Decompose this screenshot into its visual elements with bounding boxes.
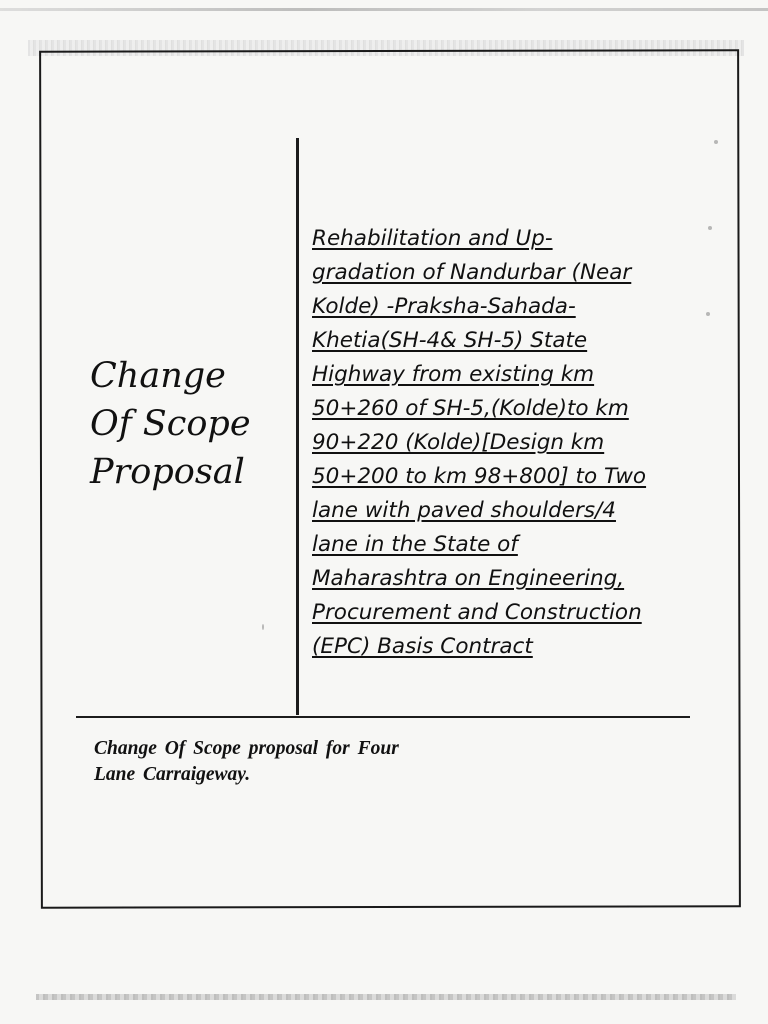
project-description-line: 90+220 (Kolde)[Design km [312, 430, 605, 455]
horizontal-rule [76, 716, 690, 718]
project-description-line: Maharashtra on Engineering, [312, 566, 625, 591]
scan-speck [706, 312, 710, 316]
cover-title-line: Proposal [90, 452, 245, 492]
scan-speck [714, 140, 718, 144]
vertical-divider [296, 138, 299, 715]
scan-top-edge [0, 8, 768, 11]
footer-note-line: Change Of Scope proposal for Four [94, 738, 399, 759]
project-description-line: lane with paved shoulders/4 [312, 498, 616, 523]
cover-title [90, 352, 290, 496]
project-description-line: Procurement and Construction [312, 600, 642, 625]
cover-title-line: Change [90, 356, 226, 396]
project-description-line: Kolde) -Praksha-Sahada- [312, 294, 576, 319]
footer-note [94, 736, 524, 788]
project-description-line: lane in the State of [312, 532, 518, 557]
footer-note-line: Lane Carraigeway. [94, 764, 251, 785]
scan-bottom-edge [36, 994, 736, 1000]
scan-speck [262, 624, 264, 630]
project-description-line: Highway from existing km [312, 362, 595, 387]
project-description-line: Khetia(SH-4& SH-5) State [312, 328, 588, 353]
cover-title-line: Of Scope [90, 404, 251, 444]
scan-speck [708, 226, 712, 230]
project-description-line: 50+260 of SH-5,(Kolde)to km [312, 396, 629, 421]
project-description [312, 222, 684, 664]
project-description-line: gradation of Nandurbar (Near [312, 260, 632, 285]
project-description-line: (EPC) Basis Contract [312, 634, 533, 659]
project-description-line: Rehabilitation and Up- [312, 226, 553, 251]
project-description-line: 50+200 to km 98+800] to Two [312, 464, 647, 489]
